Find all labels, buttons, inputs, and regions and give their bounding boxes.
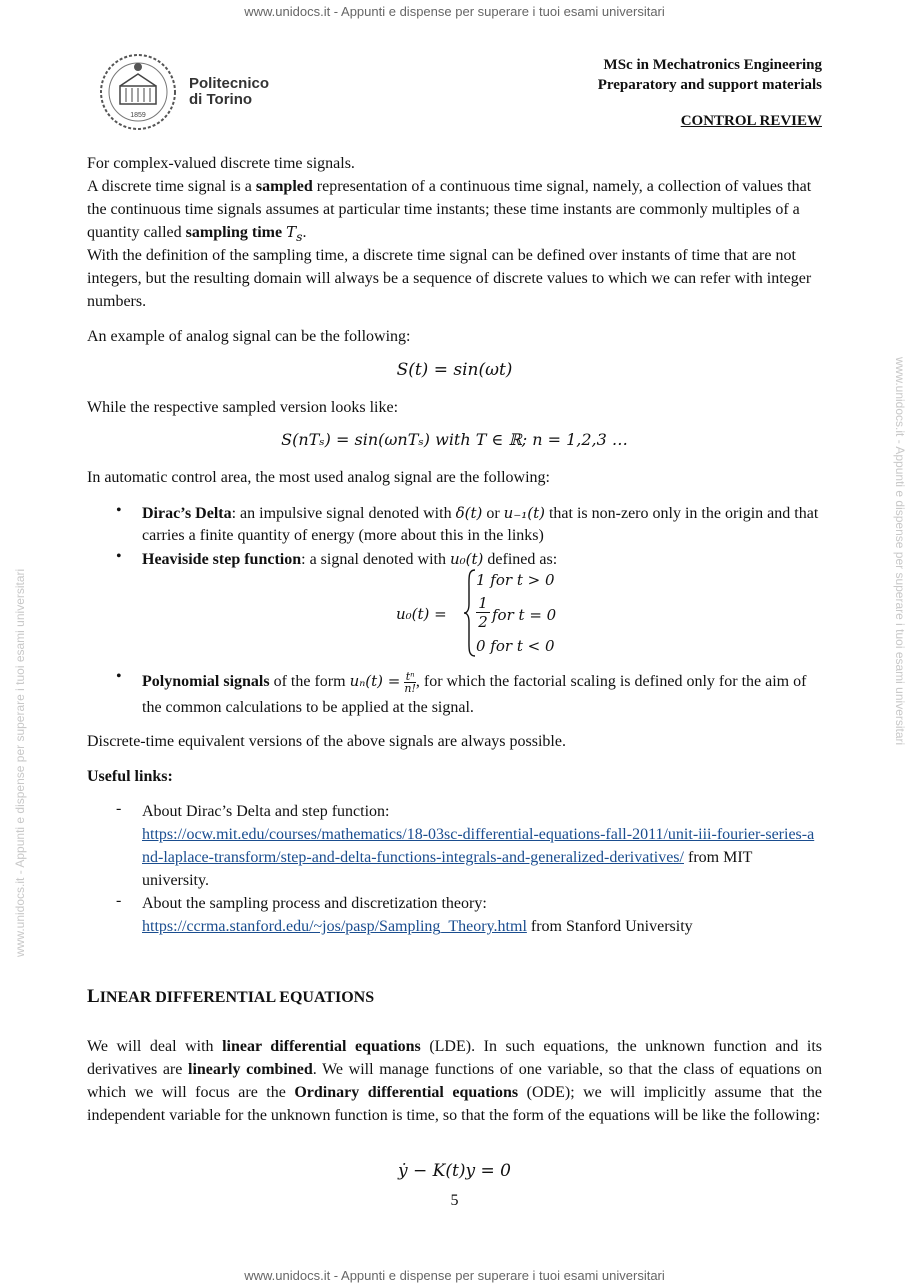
header-line1: MSc in Mechatronics Engineering [603,57,822,73]
bullet-heaviside [142,548,822,571]
paragraph-lde [87,1035,822,1127]
term-sampling-time: sampling time [185,224,283,241]
text: that is non-zero only in the origin and that carries a finite quantity of energy (more about this in the links) [142,505,819,544]
watermark-left: www.unidocs.it - Appunti e dispense per superare i tuoi esami universitari [13,568,27,957]
fraction-numerator: 1 [476,594,490,613]
math-t: T [286,223,297,241]
term-linearly-combined: linearly combined [188,1061,313,1078]
paragraph-discrete-equivalent: Discrete-time equivalent versions of the above signals are always possible. [87,733,566,750]
piecewise-case-negative: 0 for t < 0 [476,637,555,655]
fraction-denominator: 2 [478,613,488,631]
piecewise-case-positive: 1 for t > 0 [476,571,555,589]
link-item-mit [142,800,822,892]
math-u0: u₀(t) [449,550,484,568]
politecnico-logo-icon [98,52,182,132]
list-dash: - [116,892,122,909]
header-line2: Preparatory and support materials [597,77,822,93]
logo-line2: di Torino [189,91,253,108]
term-lde: linear differential equations [222,1038,421,1055]
text: (LDE). In such equations, the unknown function and its derivatives are [87,1038,823,1078]
text: (ODE); we will implicitly assume that the independent variable for the unknown function is time, so that the form of the equations will be like the following: [87,1084,822,1124]
term-heaviside: Heaviside step function [142,551,302,568]
section-rest: INEAR DIFFERENTIAL EQUATIONS [99,989,375,1006]
text: . We will manage functions of one variable, so that the class of equations on which we will focus are the [87,1061,822,1101]
logo-year: 1859 [130,112,146,119]
bullet-dirac [142,502,822,547]
link-item-stanford [142,892,822,938]
equation-analog: S(t) = sin(ωt) [396,360,513,380]
paragraph-analog-example: An example of analog signal can be the following: [87,328,411,345]
logo-text [189,76,269,108]
term-polynomial: Polynomial signals [142,673,270,690]
math-un: uₙ(t) = [349,672,401,690]
piecewise-case-zero: for t = 0 [492,606,557,624]
link-description: About the sampling process and discretization theory: [142,895,487,912]
math-ts [286,223,303,244]
watermark-right: www.unidocs.it - Appunti e dispense per superare i tuoi esami universitari [893,357,907,746]
link-description: About Dirac’s Delta and step function: [142,803,390,820]
text: or [482,505,504,522]
fraction-tn-over-nfact [404,671,416,694]
equation-sampled: S(nTₛ) = sin(ωnTₛ) with T ∈ ℝ; n = 1,2,3 … [281,430,628,449]
mit-link[interactable]: https://ocw.mit.edu/courses/mathematics/18-03sc-differential-equations-fall-2011/unit-iii-fourier-series-and-laplace-transform/step-and-delta-functions-integrals-and-generalized-derivatives/ [142,826,815,866]
paragraph-sampled-version: While the respective sampled version looks like: [87,399,399,416]
section-heading-linear-differential [87,986,374,1008]
header-course [598,55,822,95]
text: We will deal with [87,1038,223,1055]
fraction-numerator: tⁿ [405,669,415,683]
piecewise-lhs: u₀(t) = [396,605,447,623]
term-ode: Ordinary differential equations [294,1084,519,1101]
text: from Stanford University [526,918,693,935]
paragraph-sampling-definition: With the definition of the sampling time, a discrete time signal can be defined over instants of time that are not integers, but the resulting domain will always be a sequence of discrete values to which we can refer with integer numbers. [87,247,812,310]
text: of the form [269,673,350,690]
paragraph-automatic-control: In automatic control area, the most used analog signal are the following: [87,469,550,486]
section-heading-control-review: CONTROL REVIEW [680,113,822,129]
paragraph-complex: For complex-valued discrete time signals. [87,155,355,172]
text: . [302,224,307,241]
math-u-minus1: u₋₁(t) [503,504,545,522]
watermark-bottom: www.unidocs.it - Appunti e dispense per superare i tuoi esami universitari [244,1268,665,1283]
fraction-denominator: n! [404,681,416,695]
bullet-dot: • [116,668,122,685]
text: A discrete time signal is a [87,178,256,195]
text: : an impulsive signal denoted with [231,505,456,522]
paragraph-sampled [87,175,822,248]
watermark-top: www.unidocs.it - Appunti e dispense per superare i tuoi esami universitari [244,4,665,19]
useful-links-heading: Useful links: [87,768,173,785]
bullet-polynomial [142,668,822,721]
text: , for which the factorial scaling is defined only for the aim of the common calculations to be applied at the signal. [142,673,807,716]
math-s: s [296,229,303,244]
math-delta: δ(t) [455,504,483,522]
section-initial: L [87,986,100,1007]
equation-ode: ẏ − K(t)y = 0 [398,1161,511,1181]
bullet-dot: • [116,502,122,519]
term-dirac: Dirac’s Delta [142,505,232,522]
term-sampled: sampled [255,178,313,195]
text: defined as: [483,551,558,568]
list-dash: - [116,800,122,817]
text: from MIT university. [142,849,753,889]
text: : a signal denoted with [301,551,450,568]
page-number: 5 [450,1192,459,1209]
bullet-dot: • [116,548,122,565]
piecewise-fraction-half [476,594,490,631]
text: representation of a continuous time signal, namely, a collection of values that the continuous time signals assumes at particular time instants; these time instants are commonly multiples of a quantity called [87,178,812,241]
stanford-link[interactable]: https://ccrma.stanford.edu/~jos/pasp/Sampling_Theory.html [142,918,527,935]
logo-line1: Politecnico [189,75,270,92]
